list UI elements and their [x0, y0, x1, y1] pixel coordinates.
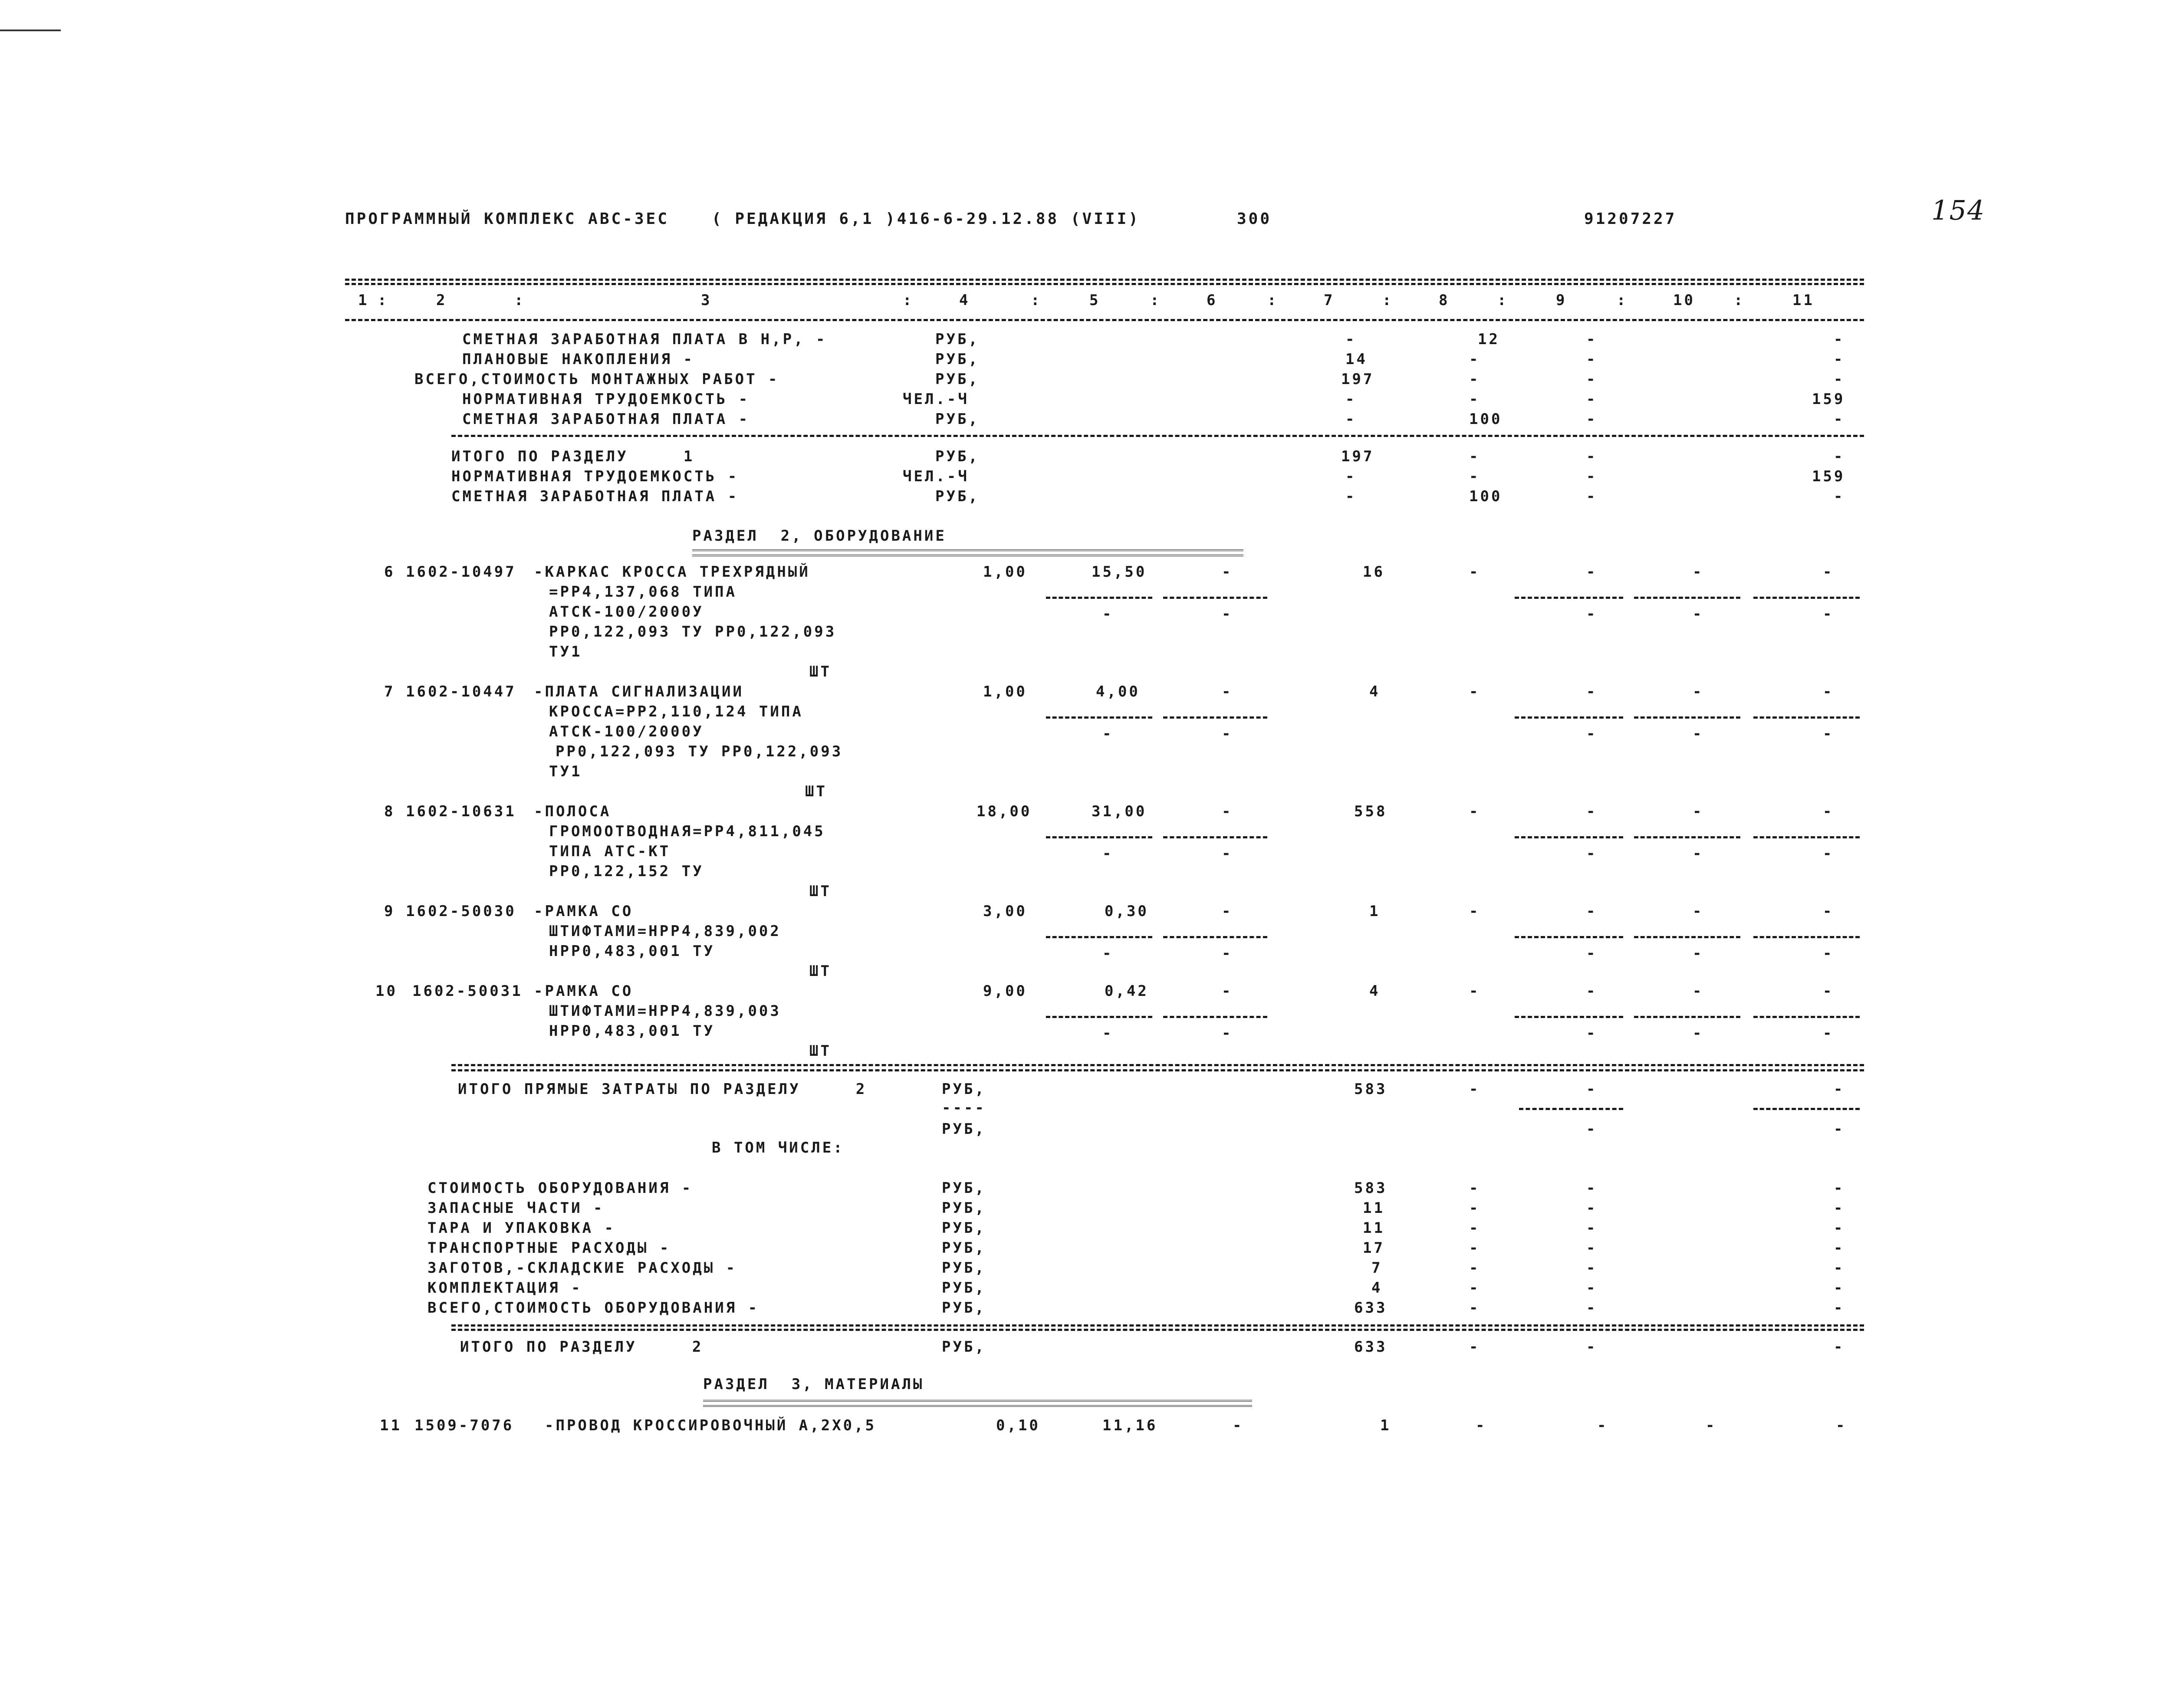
- sub-rule: [1515, 716, 1623, 719]
- item-c9: -: [1586, 803, 1598, 820]
- section2-items-rule-2: [451, 1069, 1864, 1071]
- item-c8: -: [1469, 563, 1480, 581]
- section3-title: РАЗДЕЛ 3, МАТЕРИАЛЫ: [703, 1376, 924, 1393]
- sub-dash: -: [1222, 725, 1233, 742]
- col-sep: :: [1382, 292, 1394, 309]
- s1-row-c7: 197: [1341, 371, 1374, 388]
- sub-rule: [1634, 936, 1740, 938]
- item-unit: ШТ: [805, 783, 827, 800]
- item-c9: -: [1586, 683, 1598, 700]
- item-qty: 3,00: [983, 903, 1027, 920]
- sub-dash: -: [1823, 725, 1834, 742]
- breakdown-name: ЗАПАСНЫЕ ЧАСТИ -: [427, 1199, 605, 1217]
- sub-rule: [1519, 1108, 1623, 1110]
- corner-scan-mark: [0, 30, 61, 31]
- page-number: 154: [1931, 194, 1986, 226]
- sub-dash: -: [1102, 945, 1114, 962]
- section2-total-c9: -: [1586, 1338, 1598, 1356]
- breakdown-c7: 7: [1371, 1259, 1383, 1277]
- col-header-5: 5: [1089, 292, 1101, 309]
- item-desc: ТИПА АТС-КТ: [549, 843, 671, 860]
- breakdown-unit: РУБ,: [942, 1179, 986, 1197]
- s1-total-c11: 159: [1812, 468, 1845, 485]
- breakdown-c11: -: [1834, 1279, 1845, 1297]
- s1-total-name: СМЕТНАЯ ЗАРАБОТНАЯ ПЛАТА -: [451, 488, 739, 505]
- sub-rule: [1163, 1016, 1267, 1018]
- item-qty: 1,00: [983, 683, 1027, 700]
- item-c10: -: [1706, 1417, 1717, 1434]
- s1-row-c9: -: [1586, 371, 1598, 388]
- sub-dash: -: [1222, 605, 1233, 623]
- item-price: 0,42: [1105, 982, 1149, 1000]
- s1-row-unit: РУБ,: [935, 351, 980, 368]
- s1-total-c8: -: [1469, 468, 1480, 485]
- item-c6: -: [1233, 1417, 1244, 1434]
- item-desc: ШТИФТАМИ=НРР4,839,003: [549, 1002, 781, 1020]
- breakdown-c9: -: [1586, 1199, 1598, 1217]
- direct-costs-c9: -: [1586, 1081, 1598, 1098]
- item-desc: НРР0,483,001 ТУ: [549, 1022, 715, 1040]
- item-desc: КРОССА=РР2,110,124 ТИПА: [549, 703, 803, 720]
- sub-rule: [1634, 597, 1740, 599]
- breakdown-c7: 633: [1354, 1299, 1387, 1317]
- item-c11: -: [1823, 683, 1834, 700]
- s1-row-name: НОРМАТИВНАЯ ТРУДОЕМКОСТЬ -: [462, 391, 750, 408]
- item-desc: -ПРОВОД КРОССИРОВОЧНЫЙ А,2Х0,5: [545, 1417, 877, 1434]
- breakdown-c8: -: [1469, 1239, 1480, 1257]
- item-c9: -: [1586, 563, 1598, 581]
- col-header-7: 7: [1324, 292, 1335, 309]
- breakdown-c8: -: [1469, 1219, 1480, 1237]
- sub-dash: -: [1102, 605, 1114, 623]
- sub-rule: [1163, 716, 1267, 719]
- item-unit: ШТ: [809, 1042, 832, 1060]
- s1-total-name: НОРМАТИВНАЯ ТРУДОЕМКОСТЬ -: [451, 468, 739, 485]
- header-bottom-rule: [345, 319, 1864, 321]
- s1-row-unit: РУБ,: [935, 331, 980, 348]
- item-unit: ШТ: [809, 663, 832, 680]
- item-desc: ГРОМООТВОДНАЯ=РР4,811,045: [549, 823, 825, 840]
- sub-dash: -: [1823, 605, 1834, 623]
- item-c11: -: [1823, 982, 1834, 1000]
- s1-row-name: СМЕТНАЯ ЗАРАБОТНАЯ ПЛАТА В Н,Р, -: [462, 331, 827, 348]
- item-code: 1602-10497: [406, 563, 516, 581]
- sub-dash: -: [1823, 945, 1834, 962]
- col-sep: :: [378, 292, 389, 309]
- sub-rule: [1753, 1108, 1860, 1110]
- col-sep: :: [1031, 292, 1042, 309]
- s1-total-c7: -: [1345, 468, 1357, 485]
- s1-row-unit: ЧЕЛ.-Ч: [903, 391, 969, 408]
- s1-row-c9: -: [1586, 391, 1598, 408]
- sub-dash: -: [1693, 1025, 1704, 1042]
- s1-total-c7: -: [1345, 488, 1357, 505]
- item-price: 0,30: [1105, 903, 1149, 920]
- sub-dash: -: [1222, 845, 1233, 862]
- sub-dash: -: [1102, 1025, 1114, 1042]
- s1-total-name: ИТОГО ПО РАЗДЕЛУ 1: [451, 448, 695, 465]
- breakdown-c7: 4: [1371, 1279, 1383, 1297]
- item-no: 9: [384, 903, 395, 920]
- s1-total-c7: 197: [1341, 448, 1374, 465]
- item-c7: 16: [1363, 563, 1385, 581]
- section3-title-underline: [703, 1400, 1252, 1402]
- sub-dash: -: [1102, 725, 1114, 742]
- breakdown-c8: -: [1469, 1259, 1480, 1277]
- item-c6: -: [1222, 803, 1233, 820]
- sub-dash: -: [1222, 1025, 1233, 1042]
- col-sep: :: [514, 292, 526, 309]
- item-qty: 18,00: [976, 803, 1032, 820]
- section2-total-c11: -: [1834, 1338, 1845, 1356]
- breakdown-c7: 11: [1363, 1219, 1385, 1237]
- sub-rule: [1515, 597, 1623, 599]
- item-code: 1602-50030: [406, 903, 516, 920]
- item-c8: -: [1469, 803, 1480, 820]
- item-c8: -: [1469, 683, 1480, 700]
- breakdown-name: ЗАГОТОВ,-СКЛАДСКИЕ РАСХОДЫ -: [427, 1259, 737, 1277]
- s1-row-c8: -: [1469, 371, 1480, 388]
- item-c7: 558: [1354, 803, 1387, 820]
- sub-rule: [1515, 1016, 1623, 1018]
- breakdown-c11: -: [1834, 1179, 1845, 1197]
- section3-title-underline-2: [703, 1405, 1252, 1407]
- sub-rule: [1753, 1016, 1860, 1018]
- section2-title-underline-2: [692, 555, 1243, 556]
- item-desc: -РАМКА СО: [534, 982, 634, 1000]
- sub-dash: -: [1586, 605, 1598, 623]
- col-sep: :: [1734, 292, 1745, 309]
- item-code: 1602-10447: [406, 683, 516, 700]
- section2-total-rule-2: [451, 1329, 1864, 1331]
- section2-total-c7: 633: [1354, 1338, 1387, 1356]
- table-top-rule: [345, 279, 1864, 281]
- program-title: ПРОГРАММНЫЙ КОМПЛЕКС АВС-3ЕС: [345, 210, 669, 228]
- s1-row-c9: -: [1586, 331, 1598, 348]
- col-header-3: 3: [701, 292, 712, 309]
- breakdown-unit: РУБ,: [942, 1199, 986, 1217]
- sub-rule: [1515, 936, 1623, 938]
- col-header-4: 4: [959, 292, 970, 309]
- breakdown-c11: -: [1834, 1239, 1845, 1257]
- sub-rule: [1046, 836, 1152, 838]
- sub-dash: -: [1586, 845, 1598, 862]
- item-c8: -: [1476, 1417, 1487, 1434]
- sub-rule: [1515, 836, 1623, 838]
- sub-dash: -: [1102, 845, 1114, 862]
- breakdown-c9: -: [1586, 1299, 1598, 1317]
- breakdown-c7: 17: [1363, 1239, 1385, 1257]
- item-price: 11,16: [1102, 1417, 1158, 1434]
- s1-row-unit: РУБ,: [935, 371, 980, 388]
- sub-rule: [1753, 936, 1860, 938]
- breakdown-name: ТРАНСПОРТНЫЕ РАСХОДЫ -: [427, 1239, 671, 1257]
- item-c6: -: [1222, 683, 1233, 700]
- breakdown-c9: -: [1586, 1279, 1598, 1297]
- sub-rule: [1753, 597, 1860, 599]
- breakdown-c8: -: [1469, 1179, 1480, 1197]
- header-number: 91207227: [1584, 210, 1677, 228]
- direct-costs-unit: РУБ,: [942, 1081, 986, 1098]
- s1-row-c8: -: [1469, 391, 1480, 408]
- s1-row-c11: 159: [1812, 391, 1845, 408]
- section2-total-rule: [451, 1324, 1864, 1327]
- s1-total-unit: РУБ,: [935, 488, 980, 505]
- breakdown-c11: -: [1834, 1199, 1845, 1217]
- col-header-11: 11: [1792, 292, 1815, 309]
- item-desc: =РР4,137,068 ТИПА: [549, 583, 737, 601]
- sub-dash: -: [1693, 605, 1704, 623]
- item-price: 15,50: [1092, 563, 1147, 581]
- col-header-10: 10: [1673, 292, 1695, 309]
- item-c9: -: [1597, 1417, 1608, 1434]
- item-desc: РР0,122,152 ТУ: [549, 863, 704, 880]
- item-c7: 4: [1369, 683, 1381, 700]
- s1-row-c11: -: [1834, 411, 1845, 428]
- item-c6: -: [1222, 903, 1233, 920]
- item-c8: -: [1469, 982, 1480, 1000]
- item-c10: -: [1693, 903, 1704, 920]
- item-desc: -РАМКА СО: [534, 903, 634, 920]
- sub-rule: [1163, 836, 1267, 838]
- item-qty: 9,00: [983, 982, 1027, 1000]
- breakdown-c7: 11: [1363, 1199, 1385, 1217]
- sub-rule: [1163, 936, 1267, 938]
- s1-row-c7: 14: [1345, 351, 1368, 368]
- item-c7: 1: [1369, 903, 1381, 920]
- item-c10: -: [1693, 563, 1704, 581]
- item-code: 1509-7076: [414, 1417, 514, 1434]
- item-desc: АТСК-100/2000У: [549, 603, 704, 621]
- col-header-6: 6: [1207, 292, 1218, 309]
- item-c9: -: [1586, 903, 1598, 920]
- item-c10: -: [1693, 982, 1704, 1000]
- sub-rule: [1046, 1016, 1152, 1018]
- s1-total-unit: ЧЕЛ.-Ч: [903, 468, 969, 485]
- sub-rule: [1634, 1016, 1740, 1018]
- breakdown-name: ТАРА И УПАКОВКА -: [427, 1219, 615, 1237]
- s1-total-c11: -: [1834, 488, 1845, 505]
- col-header-1: 1: [358, 292, 369, 309]
- breakdown-name: СТОИМОСТЬ ОБОРУДОВАНИЯ -: [427, 1179, 693, 1197]
- col-header-9: 9: [1556, 292, 1567, 309]
- col-sep: :: [1617, 292, 1628, 309]
- item-c6: -: [1222, 563, 1233, 581]
- s1-row-c7: -: [1345, 391, 1357, 408]
- s1-total-c11: -: [1834, 448, 1845, 465]
- s1-row-unit: РУБ,: [935, 411, 980, 428]
- direct-costs-c8: -: [1469, 1081, 1480, 1098]
- item-no: 11: [380, 1417, 402, 1434]
- sub-rule: [1753, 836, 1860, 838]
- s1-row-c8: 12: [1478, 331, 1500, 348]
- direct-costs-c7: 583: [1354, 1081, 1387, 1098]
- item-desc: НРР0,483,001 ТУ: [549, 943, 715, 960]
- direct-costs-sub-c11: -: [1834, 1120, 1845, 1138]
- sub-dash: -: [1823, 1025, 1834, 1042]
- s1-row-c9: -: [1586, 411, 1598, 428]
- section2-total-unit: РУБ,: [942, 1338, 986, 1356]
- sub-rule: [1046, 597, 1152, 599]
- s1-total-c9: -: [1586, 468, 1598, 485]
- breakdown-c8: -: [1469, 1199, 1480, 1217]
- breakdown-name: ВСЕГО,СТОИМОСТЬ ОБОРУДОВАНИЯ -: [427, 1299, 760, 1317]
- section2-title: РАЗДЕЛ 2, ОБОРУДОВАНИЕ: [692, 527, 947, 545]
- direct-costs-sub-c9: -: [1586, 1120, 1598, 1138]
- sub-dash: -: [1586, 725, 1598, 742]
- item-qty: 0,10: [996, 1417, 1040, 1434]
- s1-row-c7: -: [1345, 331, 1357, 348]
- item-c11: -: [1823, 803, 1834, 820]
- section2-total-c8: -: [1469, 1338, 1480, 1356]
- s1-total-unit: РУБ,: [935, 448, 980, 465]
- header-code: 300: [1237, 210, 1272, 228]
- s1-row-c11: -: [1834, 371, 1845, 388]
- table-top-rule-2: [345, 283, 1864, 285]
- sub-rule: [1753, 716, 1860, 719]
- item-code: 1602-10631: [406, 803, 516, 820]
- direct-costs-c11: -: [1834, 1081, 1845, 1098]
- s1-row-c7: -: [1345, 411, 1357, 428]
- s1-row-name: ВСЕГО,СТОИМОСТЬ МОНТАЖНЫХ РАБОТ -: [414, 371, 779, 388]
- item-qty: 1,00: [983, 563, 1027, 581]
- s1-row-c8: 100: [1469, 411, 1503, 428]
- s1-row-c9: -: [1586, 351, 1598, 368]
- item-c10: -: [1693, 803, 1704, 820]
- item-c7: 1: [1380, 1417, 1391, 1434]
- sub-dash: -: [1693, 725, 1704, 742]
- breakdown-c11: -: [1834, 1259, 1845, 1277]
- direct-costs-sub-unit: РУБ,: [942, 1120, 986, 1138]
- item-desc: РР0,122,093 ТУ РР0,122,093: [556, 743, 843, 760]
- item-price: 4,00: [1096, 683, 1140, 700]
- item-c11: -: [1836, 1417, 1847, 1434]
- item-c9: -: [1586, 982, 1598, 1000]
- breakdown-unit: РУБ,: [942, 1299, 986, 1317]
- sub-dash: -: [1586, 945, 1598, 962]
- sub-rule: [1163, 597, 1267, 599]
- breakdown-c9: -: [1586, 1259, 1598, 1277]
- sub-dash: -: [1693, 945, 1704, 962]
- s1-row-c11: -: [1834, 331, 1845, 348]
- including-label: В ТОМ ЧИСЛЕ:: [712, 1139, 845, 1156]
- item-desc: ТУ1: [549, 643, 582, 660]
- item-no: 6: [384, 563, 395, 581]
- sub-dash: -: [1222, 945, 1233, 962]
- breakdown-unit: РУБ,: [942, 1219, 986, 1237]
- breakdown-c9: -: [1586, 1219, 1598, 1237]
- col-sep: :: [1497, 292, 1509, 309]
- breakdown-c11: -: [1834, 1299, 1845, 1317]
- s1-total-c9: -: [1586, 448, 1598, 465]
- breakdown-c8: -: [1469, 1299, 1480, 1317]
- breakdown-c7: 583: [1354, 1179, 1387, 1197]
- item-desc: -ПЛАТА СИГНАЛИЗАЦИИ: [534, 683, 744, 700]
- item-unit: ШТ: [809, 883, 832, 900]
- col-sep: :: [1267, 292, 1279, 309]
- s1-total-c9: -: [1586, 488, 1598, 505]
- item-no: 7: [384, 683, 395, 700]
- item-c7: 4: [1369, 982, 1381, 1000]
- item-no: 8: [384, 803, 395, 820]
- item-desc: -ПОЛОСА: [534, 803, 612, 820]
- item-no: 10: [375, 982, 398, 1000]
- sub-rule: [1634, 836, 1740, 838]
- item-c10: -: [1693, 683, 1704, 700]
- breakdown-unit: РУБ,: [942, 1279, 986, 1297]
- s1-total-c8: -: [1469, 448, 1480, 465]
- sub-dash: -: [1586, 1025, 1598, 1042]
- s1-row-name: ПЛАНОВЫЕ НАКОПЛЕНИЯ -: [462, 351, 694, 368]
- breakdown-c9: -: [1586, 1239, 1598, 1257]
- section1-total-rule: [451, 435, 1864, 437]
- col-sep: :: [903, 292, 914, 309]
- direct-costs-name: ИТОГО ПРЯМЫЕ ЗАТРАТЫ ПО РАЗДЕЛУ 2: [458, 1081, 867, 1098]
- section2-title-underline: [692, 549, 1243, 551]
- item-c8: -: [1469, 903, 1480, 920]
- item-unit: ШТ: [809, 962, 832, 980]
- edition-info: ( РЕДАКЦИЯ 6,1 )416-6-29.12.88 (VIII): [712, 210, 1140, 228]
- col-header-8: 8: [1439, 292, 1450, 309]
- item-c6: -: [1222, 982, 1233, 1000]
- s1-row-c8: -: [1469, 351, 1480, 368]
- breakdown-c8: -: [1469, 1279, 1480, 1297]
- breakdown-c11: -: [1834, 1219, 1845, 1237]
- item-c11: -: [1823, 903, 1834, 920]
- item-desc: -КАРКАС КРОССА ТРЕХРЯДНЫЙ: [534, 563, 810, 581]
- sub-rule: [1046, 716, 1152, 719]
- breakdown-c9: -: [1586, 1179, 1598, 1197]
- col-header-2: 2: [436, 292, 447, 309]
- breakdown-name: КОМПЛЕКТАЦИЯ -: [427, 1279, 582, 1297]
- breakdown-unit: РУБ,: [942, 1239, 986, 1257]
- sub-rule: [1634, 716, 1740, 719]
- sub-rule: [1046, 936, 1152, 938]
- section2-items-rule: [451, 1064, 1864, 1066]
- item-price: 31,00: [1092, 803, 1147, 820]
- item-desc: АТСК-100/2000У: [549, 723, 704, 740]
- s1-row-c11: -: [1834, 351, 1845, 368]
- item-desc: ШТИФТАМИ=НРР4,839,002: [549, 923, 781, 940]
- s1-row-name: СМЕТНАЯ ЗАРАБОТНАЯ ПЛАТА -: [462, 411, 750, 428]
- breakdown-unit: РУБ,: [942, 1259, 986, 1277]
- sub-dash: -: [1693, 845, 1704, 862]
- item-c11: -: [1823, 563, 1834, 581]
- sub-dash: -: [1823, 845, 1834, 862]
- col-sep: :: [1150, 292, 1161, 309]
- s1-total-c8: 100: [1469, 488, 1503, 505]
- item-code: 1602-50031: [412, 982, 523, 1000]
- item-desc: ТУ1: [549, 763, 582, 780]
- item-desc: РР0,122,093 ТУ РР0,122,093: [549, 623, 837, 640]
- direct-costs-unit-dash: ----: [942, 1099, 986, 1117]
- section2-total-name: ИТОГО ПО РАЗДЕЛУ 2: [460, 1338, 704, 1356]
